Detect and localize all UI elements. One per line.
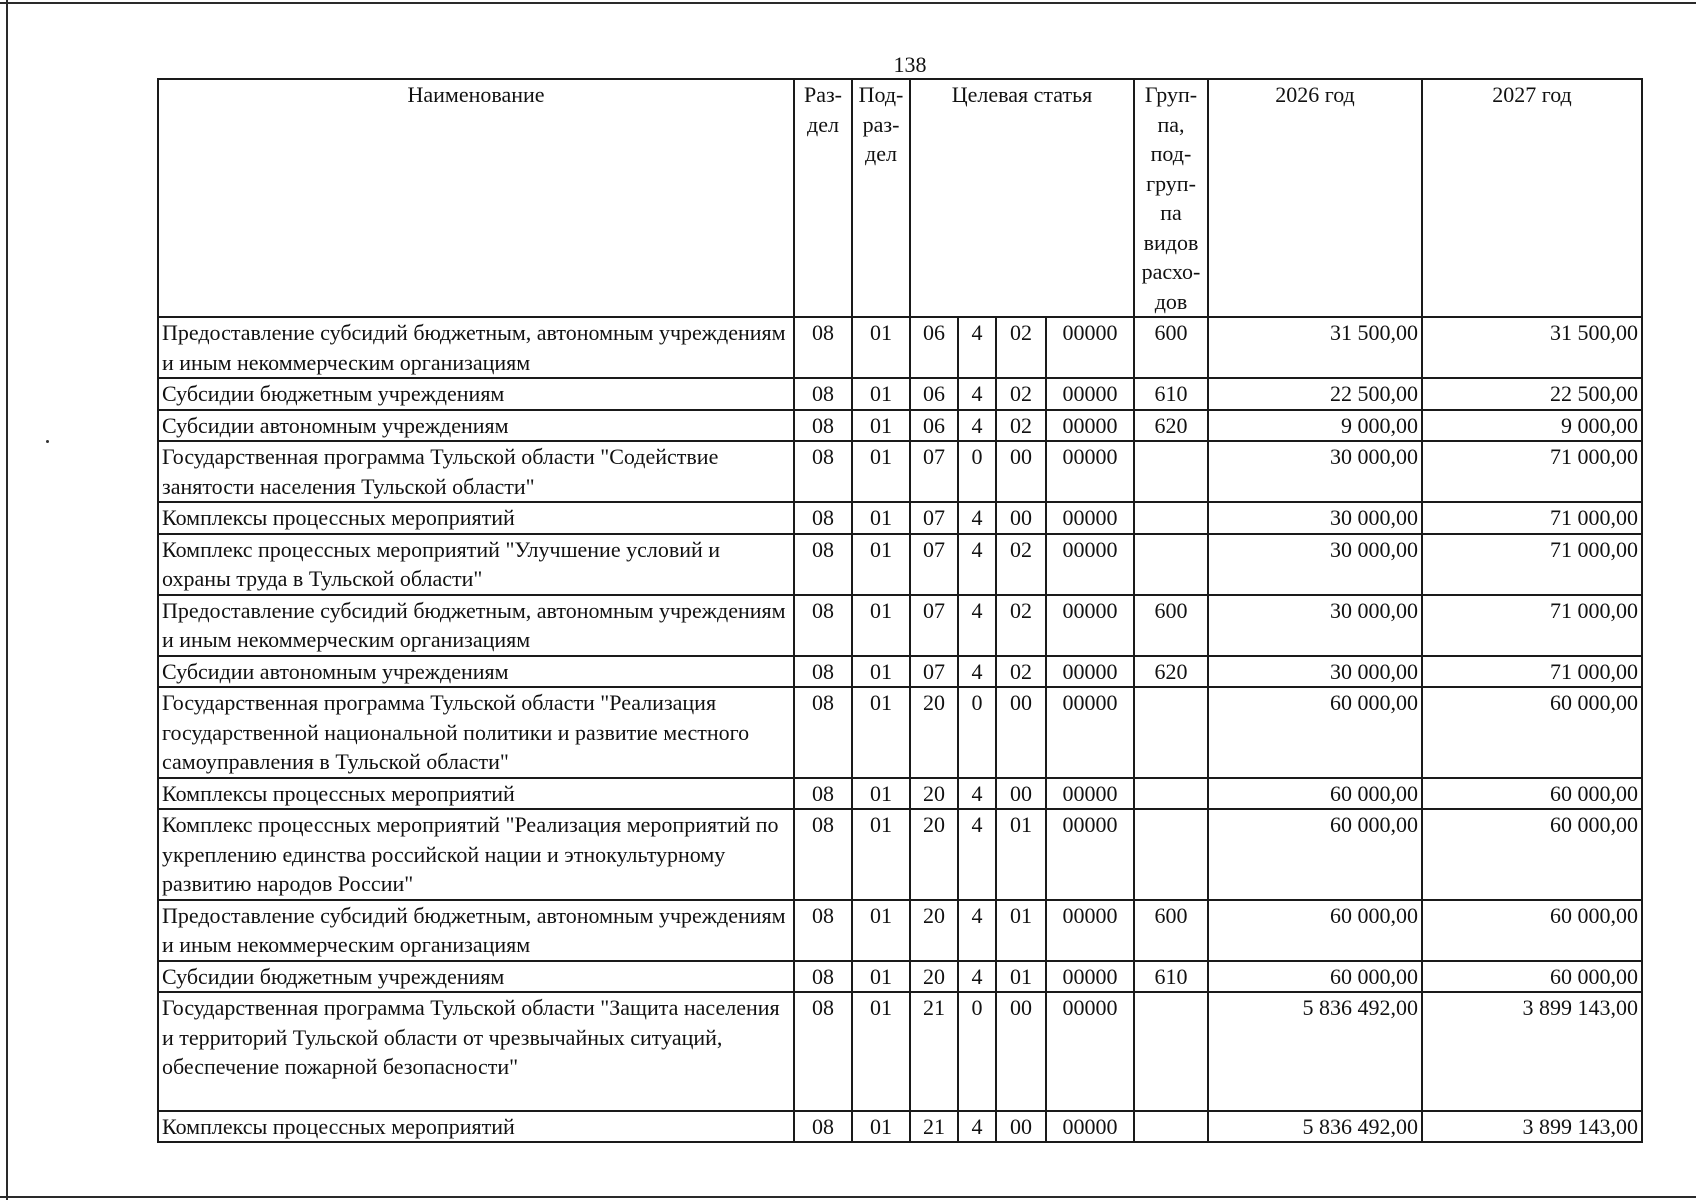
row-name: Субсидии бюджетным учреждениям [158,961,794,993]
row-amount-2027: 9 000,00 [1422,410,1642,442]
row-amount-2026: 60 000,00 [1208,809,1422,900]
row-target-subprogram: 02 [996,595,1046,656]
row-name: Предоставление субсидий бюджетным, автономным учреждениям и иным некоммерческим организациям [158,317,794,378]
row-target-program: 07 [910,534,958,595]
page-number: 138 [893,52,927,77]
row-target-program: 21 [910,992,958,1111]
row-target-direction: 00000 [1046,317,1134,378]
row-podrazdel: 01 [852,992,910,1111]
header-razdel: Раз- дел [794,79,852,317]
row-target-subprogram: 02 [996,317,1046,378]
row-amount-2027: 31 500,00 [1422,317,1642,378]
row-group [1134,687,1208,778]
row-amount-2027: 60 000,00 [1422,687,1642,778]
row-target-direction: 00000 [1046,778,1134,810]
row-target-type: 4 [958,502,996,534]
row-amount-2027: 60 000,00 [1422,809,1642,900]
row-name: Предоставление субсидий бюджетным, автономным учреждениям и иным некоммерческим организациям [158,595,794,656]
row-amount-2027: 60 000,00 [1422,961,1642,993]
row-amount-2027: 71 000,00 [1422,441,1642,502]
header-2027: 2027 год [1422,79,1642,317]
row-target-type: 4 [958,1111,996,1143]
row-group: 600 [1134,595,1208,656]
row-podrazdel: 01 [852,900,910,961]
row-name: Государственная программа Тульской области "Реализация государственной национальной политики и развитие местного самоуправления в Тульской области" [158,687,794,778]
row-podrazdel: 01 [852,534,910,595]
row-razdel: 08 [794,1111,852,1143]
row-target-type: 4 [958,900,996,961]
row-target-subprogram: 02 [996,378,1046,410]
row-amount-2027: 60 000,00 [1422,778,1642,810]
scan-border-bottom [0,1196,1696,1198]
row-target-subprogram: 01 [996,961,1046,993]
row-amount-2026: 30 000,00 [1208,656,1422,688]
row-razdel: 08 [794,410,852,442]
row-target-type: 4 [958,961,996,993]
row-target-type: 4 [958,809,996,900]
row-target-program: 07 [910,502,958,534]
row-amount-2026: 30 000,00 [1208,502,1422,534]
row-amount-2027: 71 000,00 [1422,656,1642,688]
table-header-row [158,79,1642,317]
row-podrazdel: 01 [852,778,910,810]
header-target: Целевая статья [910,79,1134,317]
row-target-subprogram: 02 [996,534,1046,595]
row-target-direction: 00000 [1046,410,1134,442]
row-group: 620 [1134,656,1208,688]
row-name: Комплексы процессных мероприятий [158,502,794,534]
row-razdel: 08 [794,656,852,688]
row-target-program: 20 [910,961,958,993]
row-razdel: 08 [794,809,852,900]
table-row [158,687,1642,778]
row-target-direction: 00000 [1046,595,1134,656]
row-podrazdel: 01 [852,656,910,688]
row-target-program: 20 [910,687,958,778]
row-razdel: 08 [794,441,852,502]
row-amount-2027: 3 899 143,00 [1422,1111,1642,1143]
row-group: 600 [1134,900,1208,961]
row-name: Государственная программа Тульской области "Содействие занятости населения Тульской области" [158,441,794,502]
row-target-program: 21 [910,1111,958,1143]
table-row [158,809,1642,900]
row-target-program: 20 [910,809,958,900]
row-group [1134,502,1208,534]
row-name: Комплекс процессных мероприятий "Улучшение условий и охраны труда в Тульской области" [158,534,794,595]
row-target-direction: 00000 [1046,992,1134,1111]
row-target-direction: 00000 [1046,1111,1134,1143]
row-amount-2026: 60 000,00 [1208,961,1422,993]
row-amount-2026: 22 500,00 [1208,378,1422,410]
row-target-direction: 00000 [1046,900,1134,961]
row-amount-2027: 71 000,00 [1422,534,1642,595]
row-target-direction: 00000 [1046,687,1134,778]
table-row [158,778,1642,810]
row-podrazdel: 01 [852,378,910,410]
row-group [1134,809,1208,900]
row-group [1134,1111,1208,1143]
header-2026: 2026 год [1208,79,1422,317]
row-target-subprogram: 02 [996,656,1046,688]
row-target-program: 07 [910,595,958,656]
row-amount-2026: 31 500,00 [1208,317,1422,378]
row-group [1134,778,1208,810]
row-amount-2026: 60 000,00 [1208,900,1422,961]
table-row [158,992,1642,1111]
row-amount-2027: 71 000,00 [1422,502,1642,534]
row-podrazdel: 01 [852,687,910,778]
row-name: Комплексы процессных мероприятий [158,778,794,810]
row-razdel: 08 [794,317,852,378]
row-target-type: 4 [958,656,996,688]
scan-speck [46,440,49,443]
row-name: Комплекс процессных мероприятий "Реализация мероприятий по укреплению единства российской нации и этнокультурному развитию народов России" [158,809,794,900]
row-target-subprogram: 02 [996,410,1046,442]
row-target-program: 20 [910,900,958,961]
row-target-direction: 00000 [1046,534,1134,595]
row-target-type: 4 [958,534,996,595]
row-target-direction: 00000 [1046,961,1134,993]
table-row [158,534,1642,595]
row-razdel: 08 [794,687,852,778]
scan-border-top [0,2,1696,4]
row-razdel: 08 [794,961,852,993]
row-razdel: 08 [794,595,852,656]
row-amount-2026: 5 836 492,00 [1208,1111,1422,1143]
table-row [158,1111,1642,1143]
table-row [158,317,1642,378]
row-amount-2027: 71 000,00 [1422,595,1642,656]
row-podrazdel: 01 [852,961,910,993]
table-row [158,441,1642,502]
row-podrazdel: 01 [852,441,910,502]
row-target-type: 4 [958,778,996,810]
table-row [158,595,1642,656]
row-target-type: 4 [958,595,996,656]
row-target-program: 06 [910,317,958,378]
row-amount-2026: 30 000,00 [1208,595,1422,656]
row-razdel: 08 [794,502,852,534]
row-target-type: 4 [958,317,996,378]
row-razdel: 08 [794,992,852,1111]
row-podrazdel: 01 [852,410,910,442]
row-amount-2026: 60 000,00 [1208,778,1422,810]
row-target-type: 4 [958,378,996,410]
header-podrazdel: Под- раз- дел [852,79,910,317]
row-target-program: 20 [910,778,958,810]
row-target-subprogram: 00 [996,1111,1046,1143]
row-amount-2026: 9 000,00 [1208,410,1422,442]
row-razdel: 08 [794,900,852,961]
row-target-subprogram: 00 [996,687,1046,778]
row-group: 610 [1134,961,1208,993]
row-target-subprogram: 01 [996,809,1046,900]
row-target-type: 4 [958,410,996,442]
row-target-direction: 00000 [1046,378,1134,410]
row-target-direction: 00000 [1046,809,1134,900]
row-amount-2026: 30 000,00 [1208,534,1422,595]
row-group: 600 [1134,317,1208,378]
row-amount-2027: 22 500,00 [1422,378,1642,410]
table-body [158,317,1642,1142]
row-group: 610 [1134,378,1208,410]
table-row [158,378,1642,410]
row-name: Государственная программа Тульской области "Защита населения и территорий Тульской области от чрезвычайных ситуаций, обеспечение пожарной безопасности" [158,992,794,1111]
row-target-subprogram: 00 [996,502,1046,534]
header-name: Наименование [158,79,794,317]
row-target-direction: 00000 [1046,656,1134,688]
row-name: Субсидии бюджетным учреждениям [158,378,794,410]
row-podrazdel: 01 [852,809,910,900]
row-razdel: 08 [794,778,852,810]
row-podrazdel: 01 [852,502,910,534]
table-row [158,502,1642,534]
row-target-subprogram: 00 [996,441,1046,502]
table-row [158,961,1642,993]
row-target-program: 07 [910,656,958,688]
row-podrazdel: 01 [852,595,910,656]
row-amount-2026: 30 000,00 [1208,441,1422,502]
row-target-type: 0 [958,687,996,778]
scan-border-left [6,0,8,1200]
row-amount-2027: 3 899 143,00 [1422,992,1642,1111]
row-target-subprogram: 01 [996,900,1046,961]
row-target-subprogram: 00 [996,992,1046,1111]
header-group: Груп- па, под- груп- па видов расхо- дов [1134,79,1208,317]
row-target-type: 0 [958,441,996,502]
row-amount-2026: 60 000,00 [1208,687,1422,778]
row-razdel: 08 [794,534,852,595]
row-target-program: 06 [910,410,958,442]
row-name: Предоставление субсидий бюджетным, автономным учреждениям и иным некоммерческим организациям [158,900,794,961]
table-row [158,410,1642,442]
row-amount-2027: 60 000,00 [1422,900,1642,961]
row-razdel: 08 [794,378,852,410]
row-group [1134,992,1208,1111]
row-amount-2026: 5 836 492,00 [1208,992,1422,1111]
row-group [1134,534,1208,595]
row-target-program: 07 [910,441,958,502]
row-group [1134,441,1208,502]
row-name: Субсидии автономным учреждениям [158,410,794,442]
row-podrazdel: 01 [852,317,910,378]
row-name: Субсидии автономным учреждениям [158,656,794,688]
row-target-program: 06 [910,378,958,410]
table-row [158,656,1642,688]
row-group: 620 [1134,410,1208,442]
row-target-direction: 00000 [1046,441,1134,502]
table-row [158,900,1642,961]
budget-table [157,78,1643,1143]
row-target-direction: 00000 [1046,502,1134,534]
row-name: Комплексы процессных мероприятий [158,1111,794,1143]
row-target-subprogram: 00 [996,778,1046,810]
row-target-type: 0 [958,992,996,1111]
row-podrazdel: 01 [852,1111,910,1143]
